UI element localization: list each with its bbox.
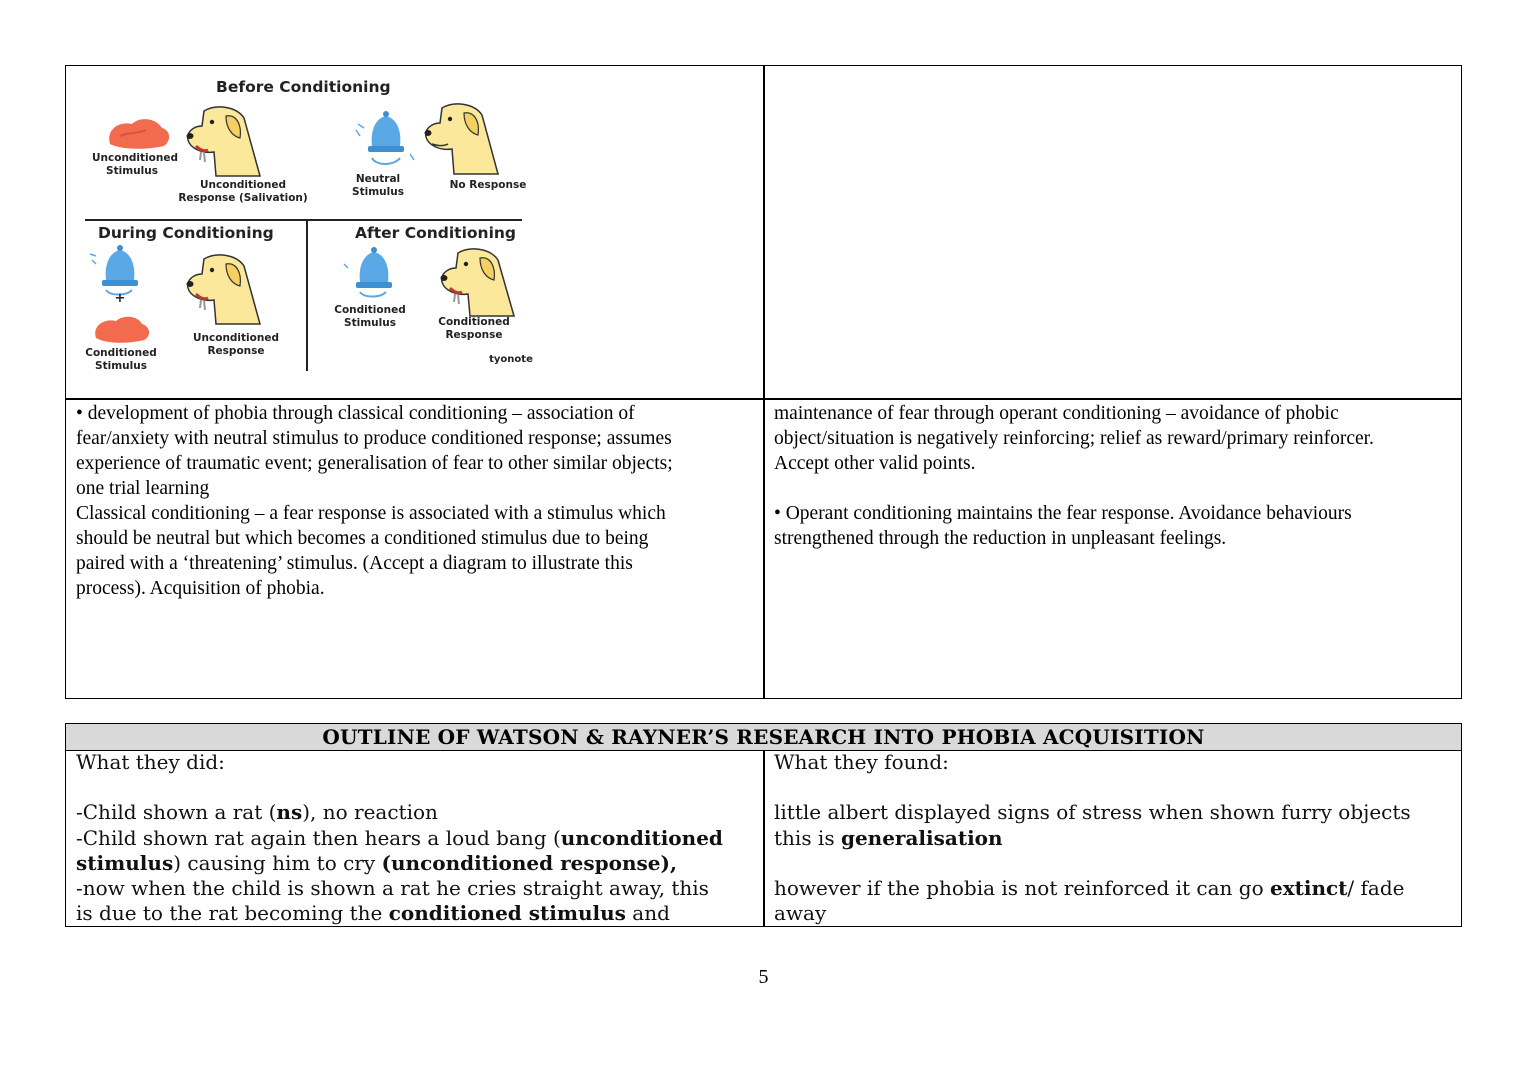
text-line: maintenance of fear through operant conditioning – avoidance of phobic [774, 403, 1339, 424]
meat-icon-during [95, 317, 149, 343]
text-line: strengthened through the reduction in unpleasant feelings. [774, 528, 1227, 549]
text-line: however if the phobia is not reinforced it can go extinct/ fade [774, 875, 1405, 900]
label-conditioned-stimulus-after: Conditioned Stimulus [334, 304, 406, 329]
page-number: 5 [758, 966, 769, 988]
text-line: should be neutral but which becomes a conditioned stimulus due to being [76, 528, 649, 549]
what-they-found-heading: What they found: [774, 750, 949, 774]
table-header: OUTLINE OF WATSON & RAYNER’S RESEARCH INTO PHOBIA ACQUISITION [66, 724, 1461, 751]
diagram-vertical-divider [306, 221, 308, 371]
label-no-response: No Response [449, 179, 527, 191]
label-unconditioned-stimulus: Unconditioned Stimulus [92, 152, 178, 177]
text-line: -now when the child is shown a rat he cries straight away, this [76, 876, 709, 901]
text-line: Classical conditioning – a fear response is associated with a stimulus which [76, 503, 666, 524]
text-line: object/situation is negatively reinforcing; relief as reward/primary reinforcer. [774, 428, 1374, 449]
meat-icon-before [109, 119, 169, 149]
label-conditioned-stimulus-during: Conditioned Stimulus [85, 347, 157, 372]
dog-icon-salivating-during [187, 255, 261, 324]
column-divider [763, 66, 765, 698]
label-conditioned-response: Conditioned Response [438, 316, 510, 341]
text-line: this is generalisation [774, 825, 1003, 850]
watson-rayner-table [65, 723, 1462, 927]
text-line: away [774, 901, 827, 926]
label-unconditioned-response-salivation: Unconditioned Response (Salivation) [178, 179, 308, 204]
dog-icon-no-response [425, 104, 499, 174]
before-conditioning-title: Before Conditioning [216, 78, 391, 96]
what-they-did-cell [76, 750, 760, 927]
classical-conditioning-diagram [76, 66, 538, 374]
top-table [65, 65, 1462, 699]
during-conditioning-title: During Conditioning [98, 224, 274, 242]
text-line: little albert displayed signs of stress when shown furry objects [774, 800, 1411, 825]
what-they-found-cell [774, 750, 1458, 926]
what-they-did-heading: What they did: [76, 750, 225, 774]
label-neutral-stimulus: Neutral Stimulus [352, 173, 404, 198]
text-line: experience of traumatic event; generalisation of fear to other similar objects; [76, 453, 673, 474]
column-divider [763, 750, 765, 926]
text-line: • development of phobia through classical conditioning – association of [76, 403, 635, 424]
text-line: stimulus) causing him to cry (unconditioned response), [76, 850, 677, 875]
text-line: paired with a ‘threatening’ stimulus. (Accept a diagram to illustrate this [76, 553, 633, 574]
watermark-text: tyonote [489, 354, 533, 365]
diagram-horizontal-divider [85, 219, 522, 221]
dog-icon-salivating-before [187, 107, 261, 176]
text-line: • Operant conditioning maintains the fear response. Avoidance behaviours [774, 503, 1352, 524]
text-line: one trial learning [76, 478, 210, 499]
label-plus: + [114, 291, 126, 306]
operant-conditioning-text [774, 401, 1458, 551]
bell-icon-during [90, 245, 138, 295]
text-line: is due to the rat becoming the conditioned stimulus and [76, 901, 670, 926]
classical-conditioning-text [76, 401, 760, 601]
text-line: fear/anxiety with neutral stimulus to produce conditioned response; assumes [76, 428, 672, 449]
text-line: Accept other valid points. [774, 453, 976, 474]
bell-icon-before [356, 111, 414, 164]
row-divider [66, 398, 1461, 400]
label-unconditioned-response: Unconditioned Response [193, 332, 279, 357]
text-line: -Child shown rat again then hears a loud bang (unconditioned [76, 825, 723, 850]
bell-icon-after [344, 247, 392, 297]
dog-icon-conditioned-response [441, 249, 515, 316]
after-conditioning-title: After Conditioning [355, 224, 517, 242]
text-line: process). Acquisition of phobia. [76, 578, 325, 599]
text-line: -Child shown a rat (ns), no reaction [76, 800, 438, 825]
